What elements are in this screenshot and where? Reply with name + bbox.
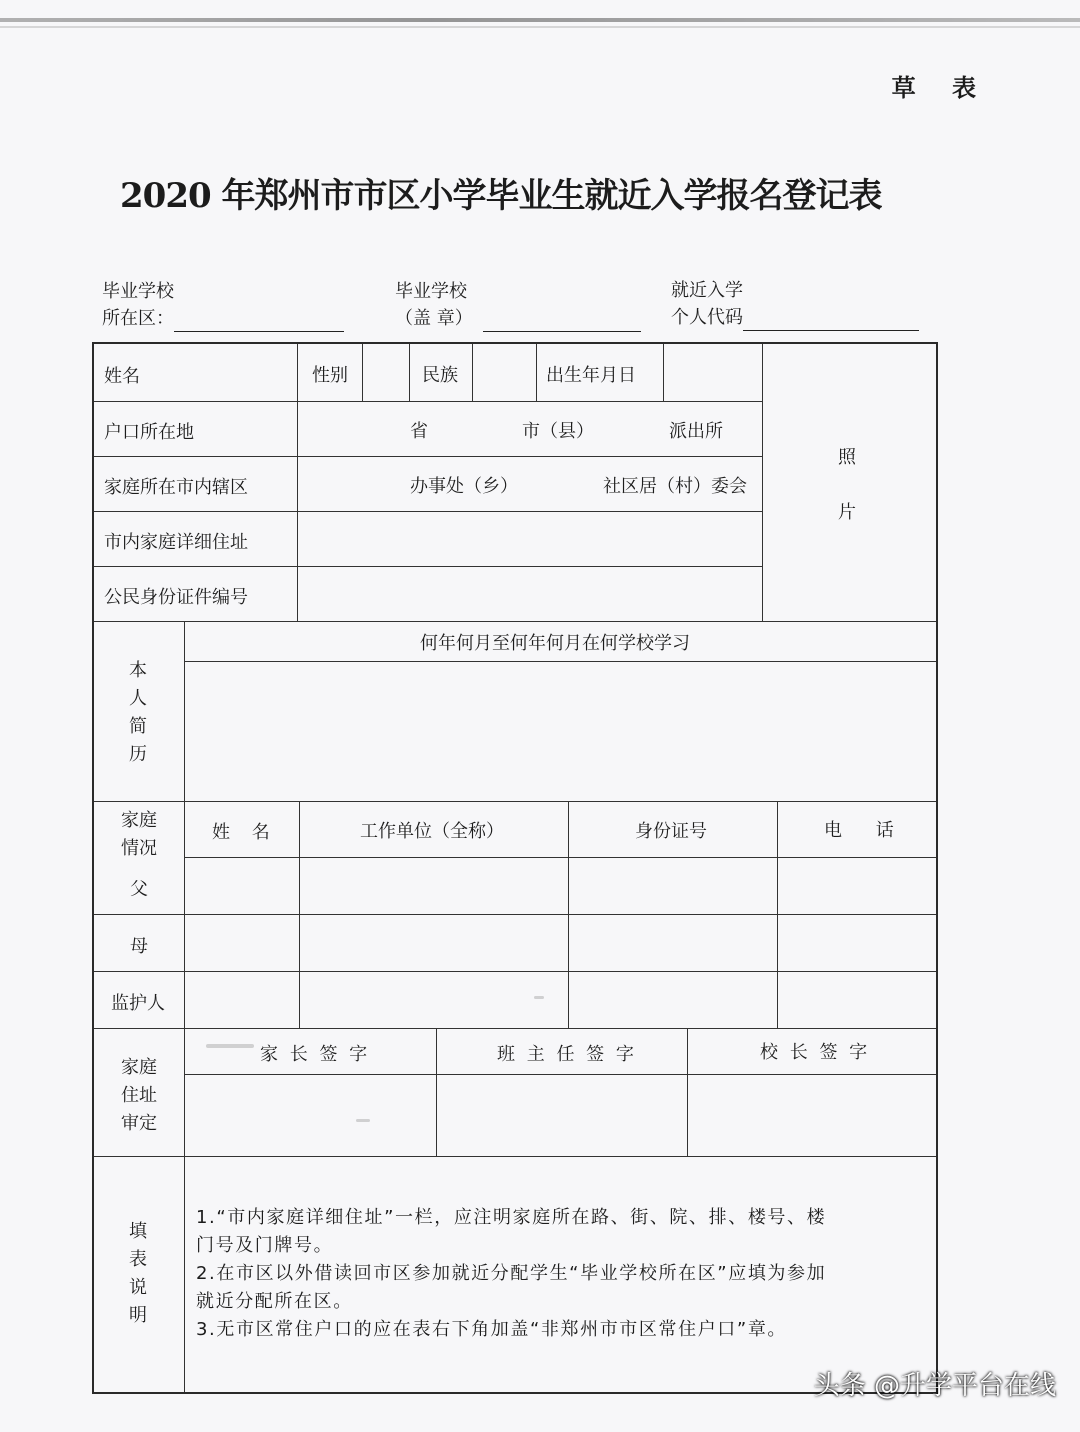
- personal-code-input-line[interactable]: [743, 310, 919, 331]
- id-number-input[interactable]: [297, 566, 762, 621]
- ethnicity-label: 民族: [422, 365, 458, 386]
- review-label-1: 家庭: [121, 1057, 157, 1078]
- father-row-input[interactable]: [184, 857, 936, 914]
- note-1-line-1: 1.“市内家庭详细住址”一栏，应注明家庭所在路、街、院、排、楼号、楼: [196, 1207, 827, 1228]
- hukou-label: 户口所在地: [104, 422, 194, 443]
- family-label-1: 家庭: [121, 810, 157, 831]
- principal-sign-label: 校 长 签 字: [760, 1042, 871, 1063]
- instructions-char-2: 表: [129, 1249, 147, 1270]
- address-label: 市内家庭详细住址: [104, 532, 248, 553]
- school-district-field: [102, 278, 344, 332]
- family-col-name: 姓 名: [212, 822, 278, 843]
- gender-label: 性别: [312, 365, 348, 386]
- city-label: 市（县）: [522, 421, 594, 442]
- review-label-2: 住址: [121, 1085, 157, 1106]
- family-label-2: 情况: [121, 838, 157, 859]
- personal-code-label-2: 个人代码: [671, 307, 743, 328]
- ethnicity-input[interactable]: [472, 344, 536, 401]
- note-2-line-2: 就近分配所在区。: [196, 1291, 353, 1312]
- resume-char-3: 简: [129, 716, 147, 737]
- personal-code-label-1: 就近入学: [671, 280, 743, 301]
- teacher-sign-box[interactable]: [436, 1074, 687, 1156]
- family-col-work: 工作单位（全称）: [360, 821, 504, 842]
- school-seal-label-2: （盖 章）: [395, 308, 473, 329]
- resume-char-4: 历: [129, 744, 147, 765]
- name-input[interactable]: [152, 344, 297, 401]
- photo-box[interactable]: [762, 344, 936, 621]
- scan-edge-line-2: [0, 26, 1080, 28]
- province-label: 省: [410, 421, 428, 442]
- note-3: 3.无市区常住户口的应在表右下角加盖“非郑州市市区常住户口”章。: [196, 1319, 788, 1340]
- form-title: 2020 年郑州市市区小学毕业生就近入学报名登记表: [120, 176, 882, 216]
- resume-header: 何年何月至何年何月在何学校学习: [420, 633, 690, 654]
- registration-table: [92, 342, 938, 1394]
- guardian-row-input[interactable]: [184, 971, 936, 1028]
- family-col-phone: 电 话: [824, 820, 908, 841]
- instructions-char-4: 明: [129, 1305, 147, 1326]
- draft-label: 草 表: [891, 74, 990, 102]
- gender-input[interactable]: [362, 344, 409, 401]
- scan-smudge: [206, 1044, 254, 1048]
- police-station-label: 派出所: [669, 421, 723, 442]
- resume-label: [120, 657, 156, 769]
- principal-sign-box[interactable]: [687, 1074, 936, 1156]
- birth-date-label: 出生年月日: [546, 365, 636, 386]
- community-label: 社区居（村）委会: [603, 476, 747, 497]
- school-seal-label-1: 毕业学校: [395, 281, 467, 302]
- instructions-char-3: 说: [129, 1277, 147, 1298]
- instructions-notes: [196, 1204, 826, 1344]
- school-district-label-2: 所在区：: [102, 308, 174, 329]
- scan-smudge: [534, 996, 544, 999]
- teacher-sign-label: 班 主 任 签 字: [497, 1044, 637, 1065]
- photo-label-2: 片: [838, 502, 856, 523]
- school-district-label-1: 毕业学校: [102, 281, 174, 302]
- family-row-mother: 母: [130, 936, 148, 957]
- parent-sign-label: 家 长 签 字: [260, 1044, 371, 1065]
- photo-label-1: 照: [838, 447, 856, 468]
- name-label: 姓名: [104, 366, 140, 387]
- note-1-line-2: 门号及门牌号。: [196, 1235, 334, 1256]
- school-district-input-line[interactable]: [174, 311, 344, 332]
- resume-char-1: 本: [129, 660, 147, 681]
- home-district-label: 家庭所在市内辖区: [104, 477, 248, 498]
- review-label-3: 审定: [121, 1113, 157, 1134]
- instructions-label: [120, 1218, 156, 1330]
- birth-date-input[interactable]: [663, 344, 762, 401]
- parent-sign-box[interactable]: [184, 1074, 436, 1156]
- family-row-guardian: 监护人: [111, 993, 165, 1014]
- address-input[interactable]: [297, 511, 762, 566]
- mother-row-input[interactable]: [184, 914, 936, 971]
- note-2-line-1: 2.在市区以外借读回市区参加就近分配学生“毕业学校所在区”应填为参加: [196, 1263, 827, 1284]
- watermark: 头条 @升学平台在线: [813, 1371, 1056, 1401]
- school-seal-input-line[interactable]: [483, 311, 641, 332]
- id-number-label: 公民身份证件编号: [104, 587, 248, 608]
- personal-code-field: [671, 277, 919, 331]
- resume-char-2: 人: [129, 688, 147, 709]
- family-row-father: 父: [130, 879, 148, 900]
- family-col-id: 身份证号: [635, 821, 707, 842]
- school-seal-field: [395, 278, 641, 332]
- subdistrict-label: 办事处（乡）: [410, 476, 518, 497]
- scan-edge-line: [0, 18, 1080, 22]
- scan-smudge: [356, 1119, 370, 1122]
- resume-input[interactable]: [184, 661, 936, 801]
- instructions-char-1: 填: [129, 1221, 147, 1242]
